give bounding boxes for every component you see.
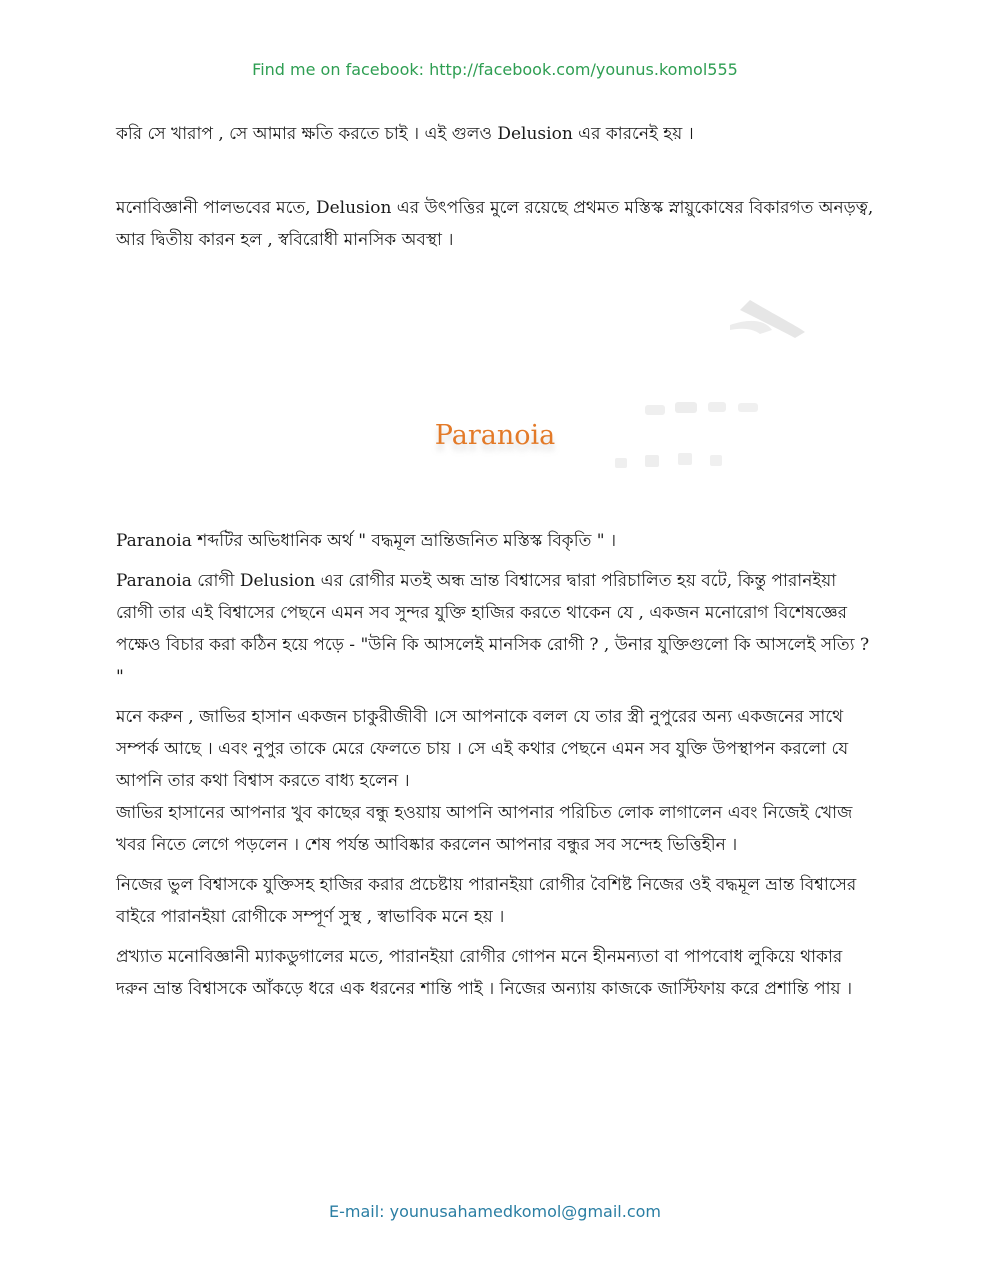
- paragraph-characteristics: নিজের ভুল বিশ্বাসকে যুক্তিসহ হাজির করার প্রচেষ্টায় পারানইয়া রোগীর বৈশিষ্ট নিজের ওই বদ্ধমূল ভ্রান্ত বিশ্বাসের বাইরে পারানইয়া রোগীকে সম্পূর্ণ সুস্থ , স্বাভাবিক মনে হয় ।: [116, 875, 857, 927]
- paragraph-definition: Paranoia শব্দটির অভিধানিক অর্থ " বদ্ধমূল ভ্রান্তিজনিত মস্তিস্ক বিকৃতি " ।: [116, 531, 617, 551]
- intro-paragraph-2: মনোবিজ্ঞানী পালভবের মতে, Delusion এর উৎপত্তির মুলে রয়েছে প্রথমত মস্তিস্ক স্নায়ুকোষের বিকারগত অনড়ত্ব, আর দ্বিতীয় কারন হল , স্ববিরোধী মানসিক অবস্থা ।: [116, 198, 874, 250]
- section-body: [116, 525, 876, 1013]
- watermark-decoration: [600, 290, 820, 480]
- paragraph-investigation: জাভির হাসানের আপনার খুব কাছের বন্ধু হওয়ায় আপনি আপনার পরিচিত লোক লাগালেন এবং নিজেই খোজ খবর নিতে লেগে পড়লেন । শেষ পর্যন্ত আবিষ্কার করলেন আপনার বন্ধুর সব সন্দেহ ভিত্তিহীন ।: [116, 803, 853, 855]
- page-header-facebook: Find me on facebook: http://facebook.com/younus.komol555: [252, 60, 738, 79]
- paragraph-example: মনে করুন , জাভির হাসান একজন চাকুরীজীবী ।সে আপনাকে বলল যে তার স্ত্রী নুপুরের অন্য একজনের সাথে সম্পর্ক আছে । এবং নুপুর তাকে মেরে ফেলতে চায় । সে এই কথার পেছনে এমন সব যুক্তি উপস্থাপন করলো যে আপনি তার কথা বিশ্বাস করতে বাধ্য হলেন ।: [116, 707, 849, 791]
- page-footer-email: E-mail: younusahamedkomol@gmail.com: [329, 1202, 661, 1221]
- paragraph-mcdougall: প্রখ্যাত মনোবিজ্ঞানী ম্যাকডুগালের মতে, পারানইয়া রোগীর গোপন মনে হীনমন্যতা বা পাপবোধ লুকিয়ে থাকার দরুন ভ্রান্ত বিশ্বাসকে আঁকড়ে ধরে এক ধরনের শান্তি পাই । নিজের অন্যায় কাজকে জাস্টিফায় করে প্রশান্তি পায় ।: [116, 947, 853, 999]
- section-title: Paranoia: [434, 420, 556, 451]
- paragraph-paranoia-vs-delusion: Paranoia রোগী Delusion এর রোগীর মতই অন্ধ ভ্রান্ত বিশ্বাসের দ্বারা পরিচালিত হয় বটে, কিন্তু পারানইয়া রোগী তার এই বিশ্বাসের পেছনে এমন সব সুন্দর যুক্তি হাজির করতে থাকেন যে , একজন মনোরোগ বিশেষজ্ঞের পক্ষেও বিচার করা কঠিন হয়ে পড়ে - "উনি কি আসলেই মানসিক রোগী ? , উনার যুক্তিগুলো কি আসলেই সত্যি ? ": [116, 571, 870, 687]
- intro-paragraph-1: করি সে খারাপ , সে আমার ক্ষতি করতে চাই । এই গুলও Delusion এর কারনেই হয় ।: [116, 124, 694, 144]
